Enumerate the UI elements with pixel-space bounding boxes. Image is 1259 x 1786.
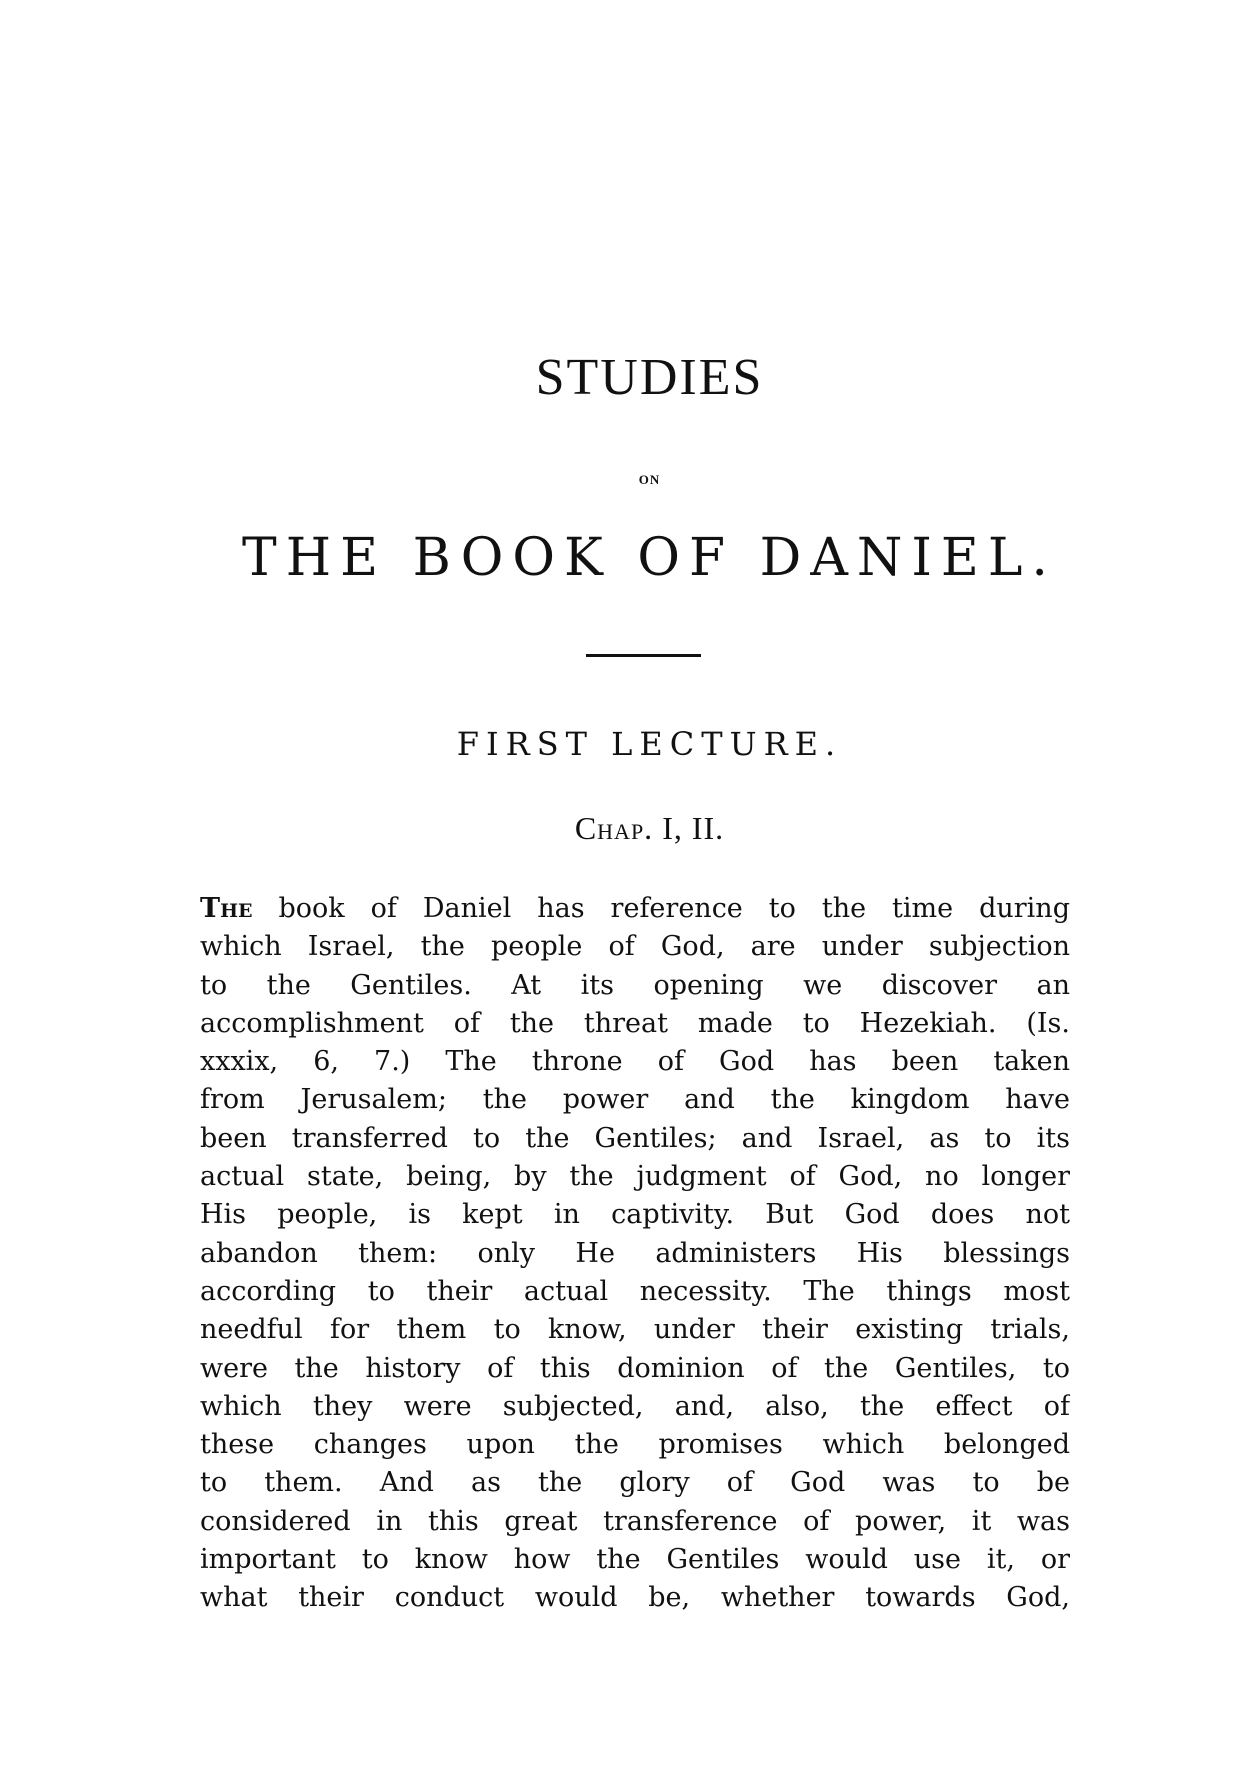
title-on: ON	[638, 472, 661, 487]
text-line-content: book of Daniel has reference to the time during	[278, 893, 1070, 924]
text-line: considered in this great transference of power, it was	[200, 1505, 1070, 1537]
chapter-heading	[0, 810, 1259, 847]
text-line: important to know how the Gentiles would use it, or	[200, 1544, 1070, 1576]
text-line: were the history of this dominion of the Gentiles, to	[200, 1352, 1070, 1384]
text-line: which Israel, the people of God, are under subjection	[200, 931, 1070, 963]
text-line: these changes upon the promises which belonged	[200, 1429, 1070, 1461]
text-line: to them. And as the glory of God was to be	[200, 1467, 1070, 1499]
text-line: actual state, being, by the judgment of God, no longer	[200, 1161, 1070, 1193]
title-studies: STUDIES	[535, 349, 764, 406]
text-line: what their conduct would be, whether towards God,	[200, 1582, 1070, 1614]
text-line: xxxix, 6, 7.) The throne of God has been taken	[200, 1046, 1070, 1078]
text-line: to the Gentiles. At its opening we discover an	[200, 969, 1070, 1001]
chapter-prefix: Chap.	[574, 810, 654, 846]
text-line: His people, is kept in captivity. But God does not	[200, 1199, 1070, 1231]
text-line: needful for them to know, under their existing trials,	[200, 1314, 1070, 1346]
text-line: which they were subjected, and, also, the effect of	[200, 1390, 1070, 1422]
lecture-heading: FIRST LECTURE.	[456, 725, 843, 763]
body-paragraph	[200, 890, 1070, 1618]
text-line: been transferred to the Gentiles; and Israel, as to its	[200, 1122, 1070, 1154]
text-line: from Jerusalem; the power and the kingdom have	[200, 1084, 1070, 1116]
lead-word: The	[200, 893, 253, 924]
book-title: THE BOOK OF DANIEL.	[242, 528, 1057, 588]
text-line: according to their actual necessity. The things most	[200, 1275, 1070, 1307]
text-line: abandon them: only He administers His blessings	[200, 1237, 1070, 1269]
text-line-1	[200, 890, 1070, 928]
text-line: accomplishment of the threat made to Hezekiah. (Is.	[200, 1007, 1070, 1039]
chapter-numbers: I, II.	[662, 810, 725, 846]
title-divider-rule	[586, 654, 701, 657]
